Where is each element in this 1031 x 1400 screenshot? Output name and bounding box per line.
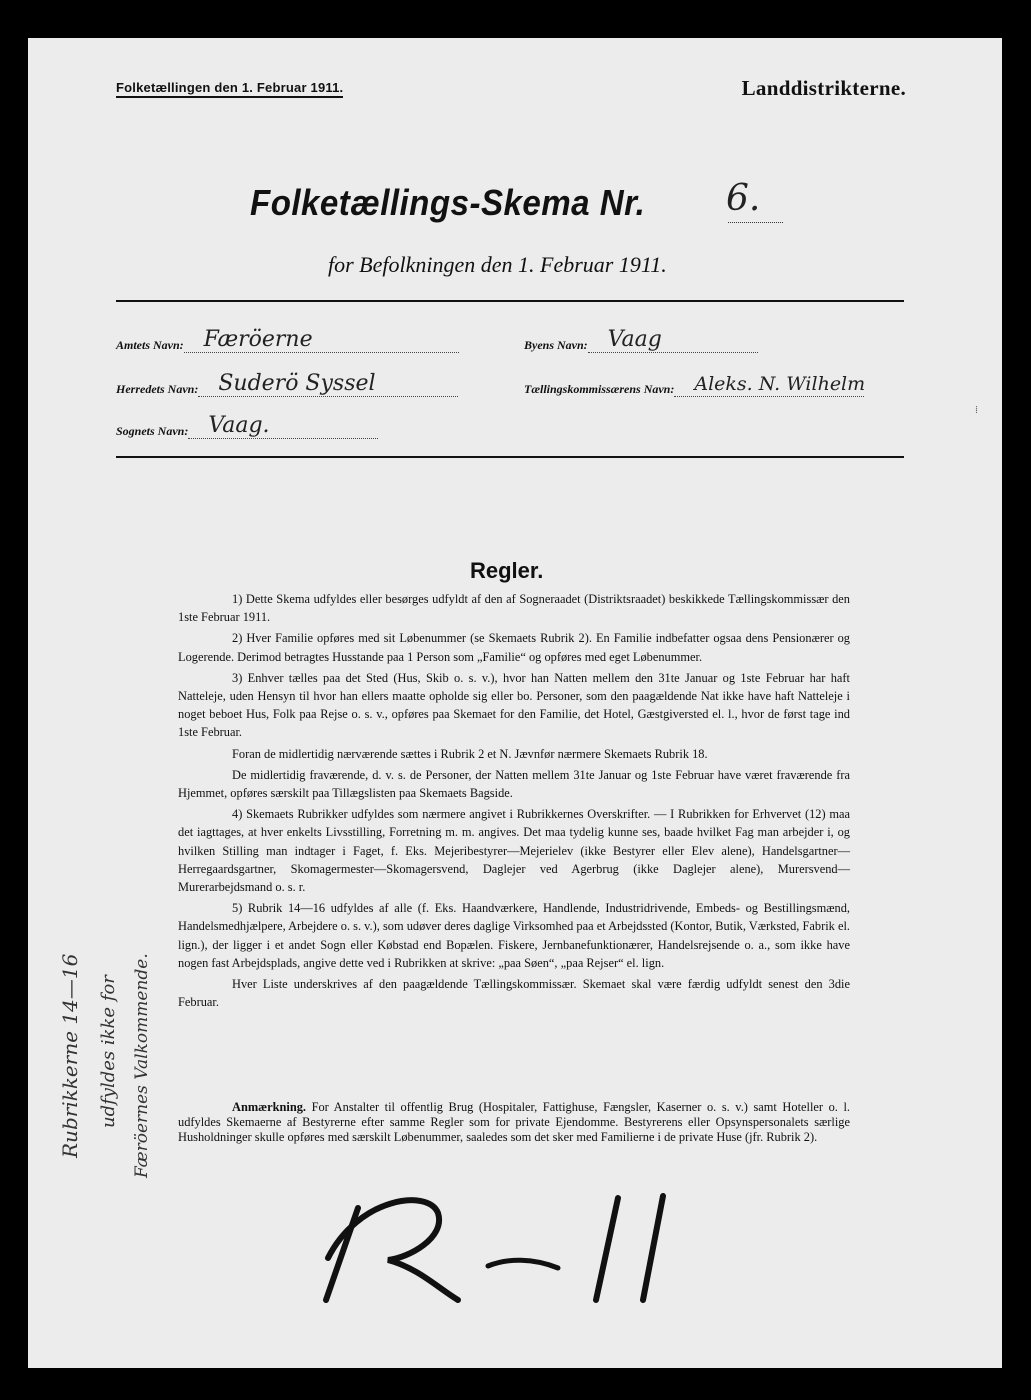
field-herred	[116, 372, 458, 397]
header-district-type: Landdistrikterne.	[741, 76, 906, 100]
field-amt-value: Færöerne	[184, 328, 459, 353]
rule-paragraph: 2) Hver Familie opføres med sit Løbenummer (se Skemaets Rubrik 2). En Familie indbefatter ogsaa dens Pensionærer og Logerende. Derimod betragtes Husstande paa 1 Person som „Familie“ og opføres med eget Løbenummer.	[178, 631, 850, 664]
margin-note-line1: Rubrikkerne 14—16	[58, 953, 82, 1158]
field-amt-label: Amtets Navn:	[116, 338, 184, 352]
field-amt	[116, 328, 459, 353]
rule-paragraph: 1) Dette Skema udfyldes eller besørges udfyldt af den af Sogneraadet (Distriktsraadet) beskikkede Tællingskommissær den 1ste Februar 1911.	[178, 592, 850, 625]
remark-paragraph	[178, 1100, 850, 1145]
bottom-divider	[116, 456, 904, 458]
rules-heading: Regler.	[470, 558, 544, 583]
form-number-handwritten: 6.	[726, 178, 761, 219]
top-divider	[116, 300, 904, 302]
remark-text: For Anstalter til offentlig Brug (Hospitaler, Fattighuse, Fængsler, Kaserner o. s. v.) samt Hoteller o. l. udfyldes Skemaerne af Bestyrerne efter samme Regler som for private Ejendomme. Bestyrerens eller Opsynspersonalets særlige Husholdninger skulle opføres med særskilt Løbenummer, saaledes som det sker med Familierne i de private Huse (jfr. Rubrik 2).	[178, 1100, 850, 1144]
rule-paragraph: De midlertidig fraværende, d. v. s. de Personer, der Natten mellem 31te Januar og 1ste Februar have været fraværende fra Hjemmet, opføres særskilt paa Tillægslisten paa Skemaets Bagside.	[178, 767, 850, 801]
field-sogn-value: Vaag.	[188, 414, 378, 439]
rule-paragraph: Hver Liste underskrives af den paagældende Tællingskommissær. Skemaet skal være færdig udfyldt senest den 3die Februar.	[178, 977, 850, 1010]
header-census-date: Folketællingen den 1. Februar 1911.	[116, 80, 343, 98]
rule-paragraph: 4) Skemaets Rubrikker udfyldes som nærmere angivet i Rubrikkernes Overskrifter. — I Rubrikken for Erhvervet (12) maa det iagttages, at hver enkelts Livsstilling, Forretning m. m. angives. Det maa tydelig kunne ses, baade hvilket Fag man arbejder i, og hvilken Stilling man indtager i Faget, f. Eks. Mejeribestyrer—Mejerielev (ikke Bestyrer eller Elev alene), Handelsgartner—Herregaardsgartner, Skomagermester—Skomagersvend, Daglejer ved Agerbrug (ikke Daglejer alene), Murersvend—Murerarbejdsmand o. s. r.	[178, 807, 850, 895]
rule-paragraph: Foran de midlertidig nærværende sættes i Rubrik 2 et N. Jævnfør nærmere Skemaets Rubrik 18.	[232, 746, 708, 761]
form-number-line	[728, 222, 783, 223]
handwritten-reference-mark	[318, 1188, 678, 1308]
field-kommissaer-label: Tællingskommissærens Navn:	[524, 382, 675, 396]
corner-dots: ⁞	[974, 404, 978, 416]
field-kommissaer-value: Aleks. N. Wilhelm	[674, 372, 864, 397]
rules-body	[178, 590, 850, 1014]
field-by	[524, 328, 758, 353]
field-by-value: Vaag	[588, 328, 758, 353]
field-sogn-label: Sognets Navn:	[116, 424, 189, 438]
field-herred-label: Herredets Navn:	[116, 382, 199, 396]
field-by-label: Byens Navn:	[524, 338, 588, 352]
field-sogn	[116, 414, 378, 439]
rule-paragraph: 3) Enhver tælles paa det Sted (Hus, Skib o. s. v.), hvor han Natten mellem den 31te Januar og 1ste Februar har haft Natteleje, uden Hensyn til hvor han ellers maatte opholde sig eller bo. Personer, som den paagældende Nat ikke have haft Natteleje i noget beboet Hus, Folk paa Rejse o. s. v., opføres paa Skemaet for den Familie, det Hotel, Gæstgiversted el. l., hvor de først tage ind 1ste Februar.	[178, 670, 850, 740]
rule-paragraph: 5) Rubrik 14—16 udfyldes af alle (f. Eks. Haandværkere, Handlende, Industridrivende, Embeds- og Bestillingsmænd, Handelsmedhjælpere, Arbejdere o. s. v.), som udøver deres daglige Virksomhed paa et Arbejdssted (Kontor, Butik, Værksted, Fabrik el. lign.), der ligger i et andet Sogn eller Købstad end Bopælen. Fiskere, Jernbanefunktionærer, Handelsrejsende o. a., som ikke have nogen fast Arbejdsplads, angive dette ved i Rubrikken at skrive: „paa Søen“, „paa Rejser“ el. lign.	[178, 901, 850, 970]
margin-note-line2: udfyldes ikke for	[98, 975, 119, 1128]
census-form-page	[28, 38, 1002, 1368]
form-title: Folketællings-Skema Nr.	[250, 182, 646, 223]
remark-label: Anmærkning.	[232, 1100, 307, 1114]
form-subtitle: for Befolkningen den 1. Februar 1911.	[328, 252, 667, 277]
field-herred-value: Suderö Syssel	[198, 372, 458, 397]
field-kommissaer	[524, 372, 864, 397]
margin-note-line3: Færöernes Valkommende.	[132, 953, 152, 1178]
